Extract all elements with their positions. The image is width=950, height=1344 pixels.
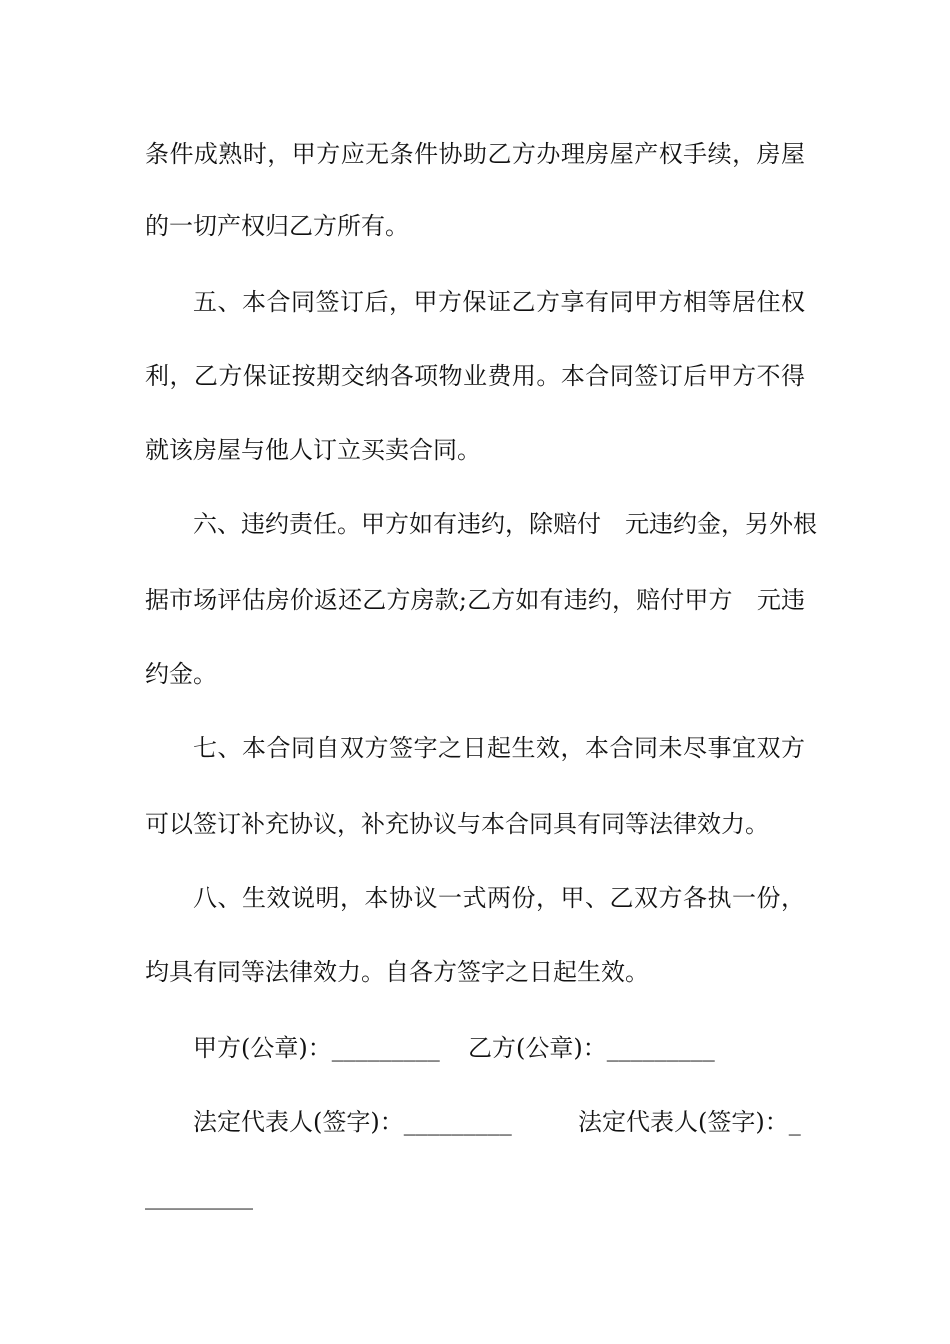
paragraph-line: 就该房屋与他人订立买卖合同。 xyxy=(145,436,481,464)
paragraph-line: 据市场评估房价返还乙方房款;乙方如有违约，赔付甲方 元违 xyxy=(145,586,805,614)
clause-5-line: 五、本合同签订后，甲方保证乙方享有同甲方相等居住权 xyxy=(193,288,805,316)
paragraph-line: 的一切产权归乙方所有。 xyxy=(145,212,409,240)
party-a-representative-field: 法定代表人(签字)：_________ xyxy=(193,1108,512,1136)
party-b-representative-field: 法定代表人(签字)：_ xyxy=(578,1108,801,1136)
party-a-seal-field: 甲方(公章)：_________ xyxy=(193,1034,440,1062)
party-b-representative-continuation: _________ xyxy=(145,1182,253,1210)
paragraph-line: 条件成熟时，甲方应无条件协助乙方办理房屋产权手续，房屋 xyxy=(145,140,805,168)
paragraph-line: 利，乙方保证按期交纳各项物业费用。本合同签订后甲方不得 xyxy=(145,362,805,390)
paragraph-line: 均具有同等法律效力。自各方签字之日起生效。 xyxy=(145,958,649,986)
party-b-seal-field: 乙方(公章)：_________ xyxy=(468,1034,715,1062)
paragraph-line: 约金。 xyxy=(145,660,217,688)
clause-6-line: 六、违约责任。甲方如有违约，除赔付 元违约金，另外根 xyxy=(193,510,817,538)
paragraph-line: 可以签订补充协议，补充协议与本合同具有同等法律效力。 xyxy=(145,810,769,838)
clause-8-line: 八、生效说明，本协议一式两份，甲、乙双方各执一份， xyxy=(193,884,805,912)
clause-7-line: 七、本合同自双方签字之日起生效，本合同未尽事宜双方 xyxy=(193,734,805,762)
